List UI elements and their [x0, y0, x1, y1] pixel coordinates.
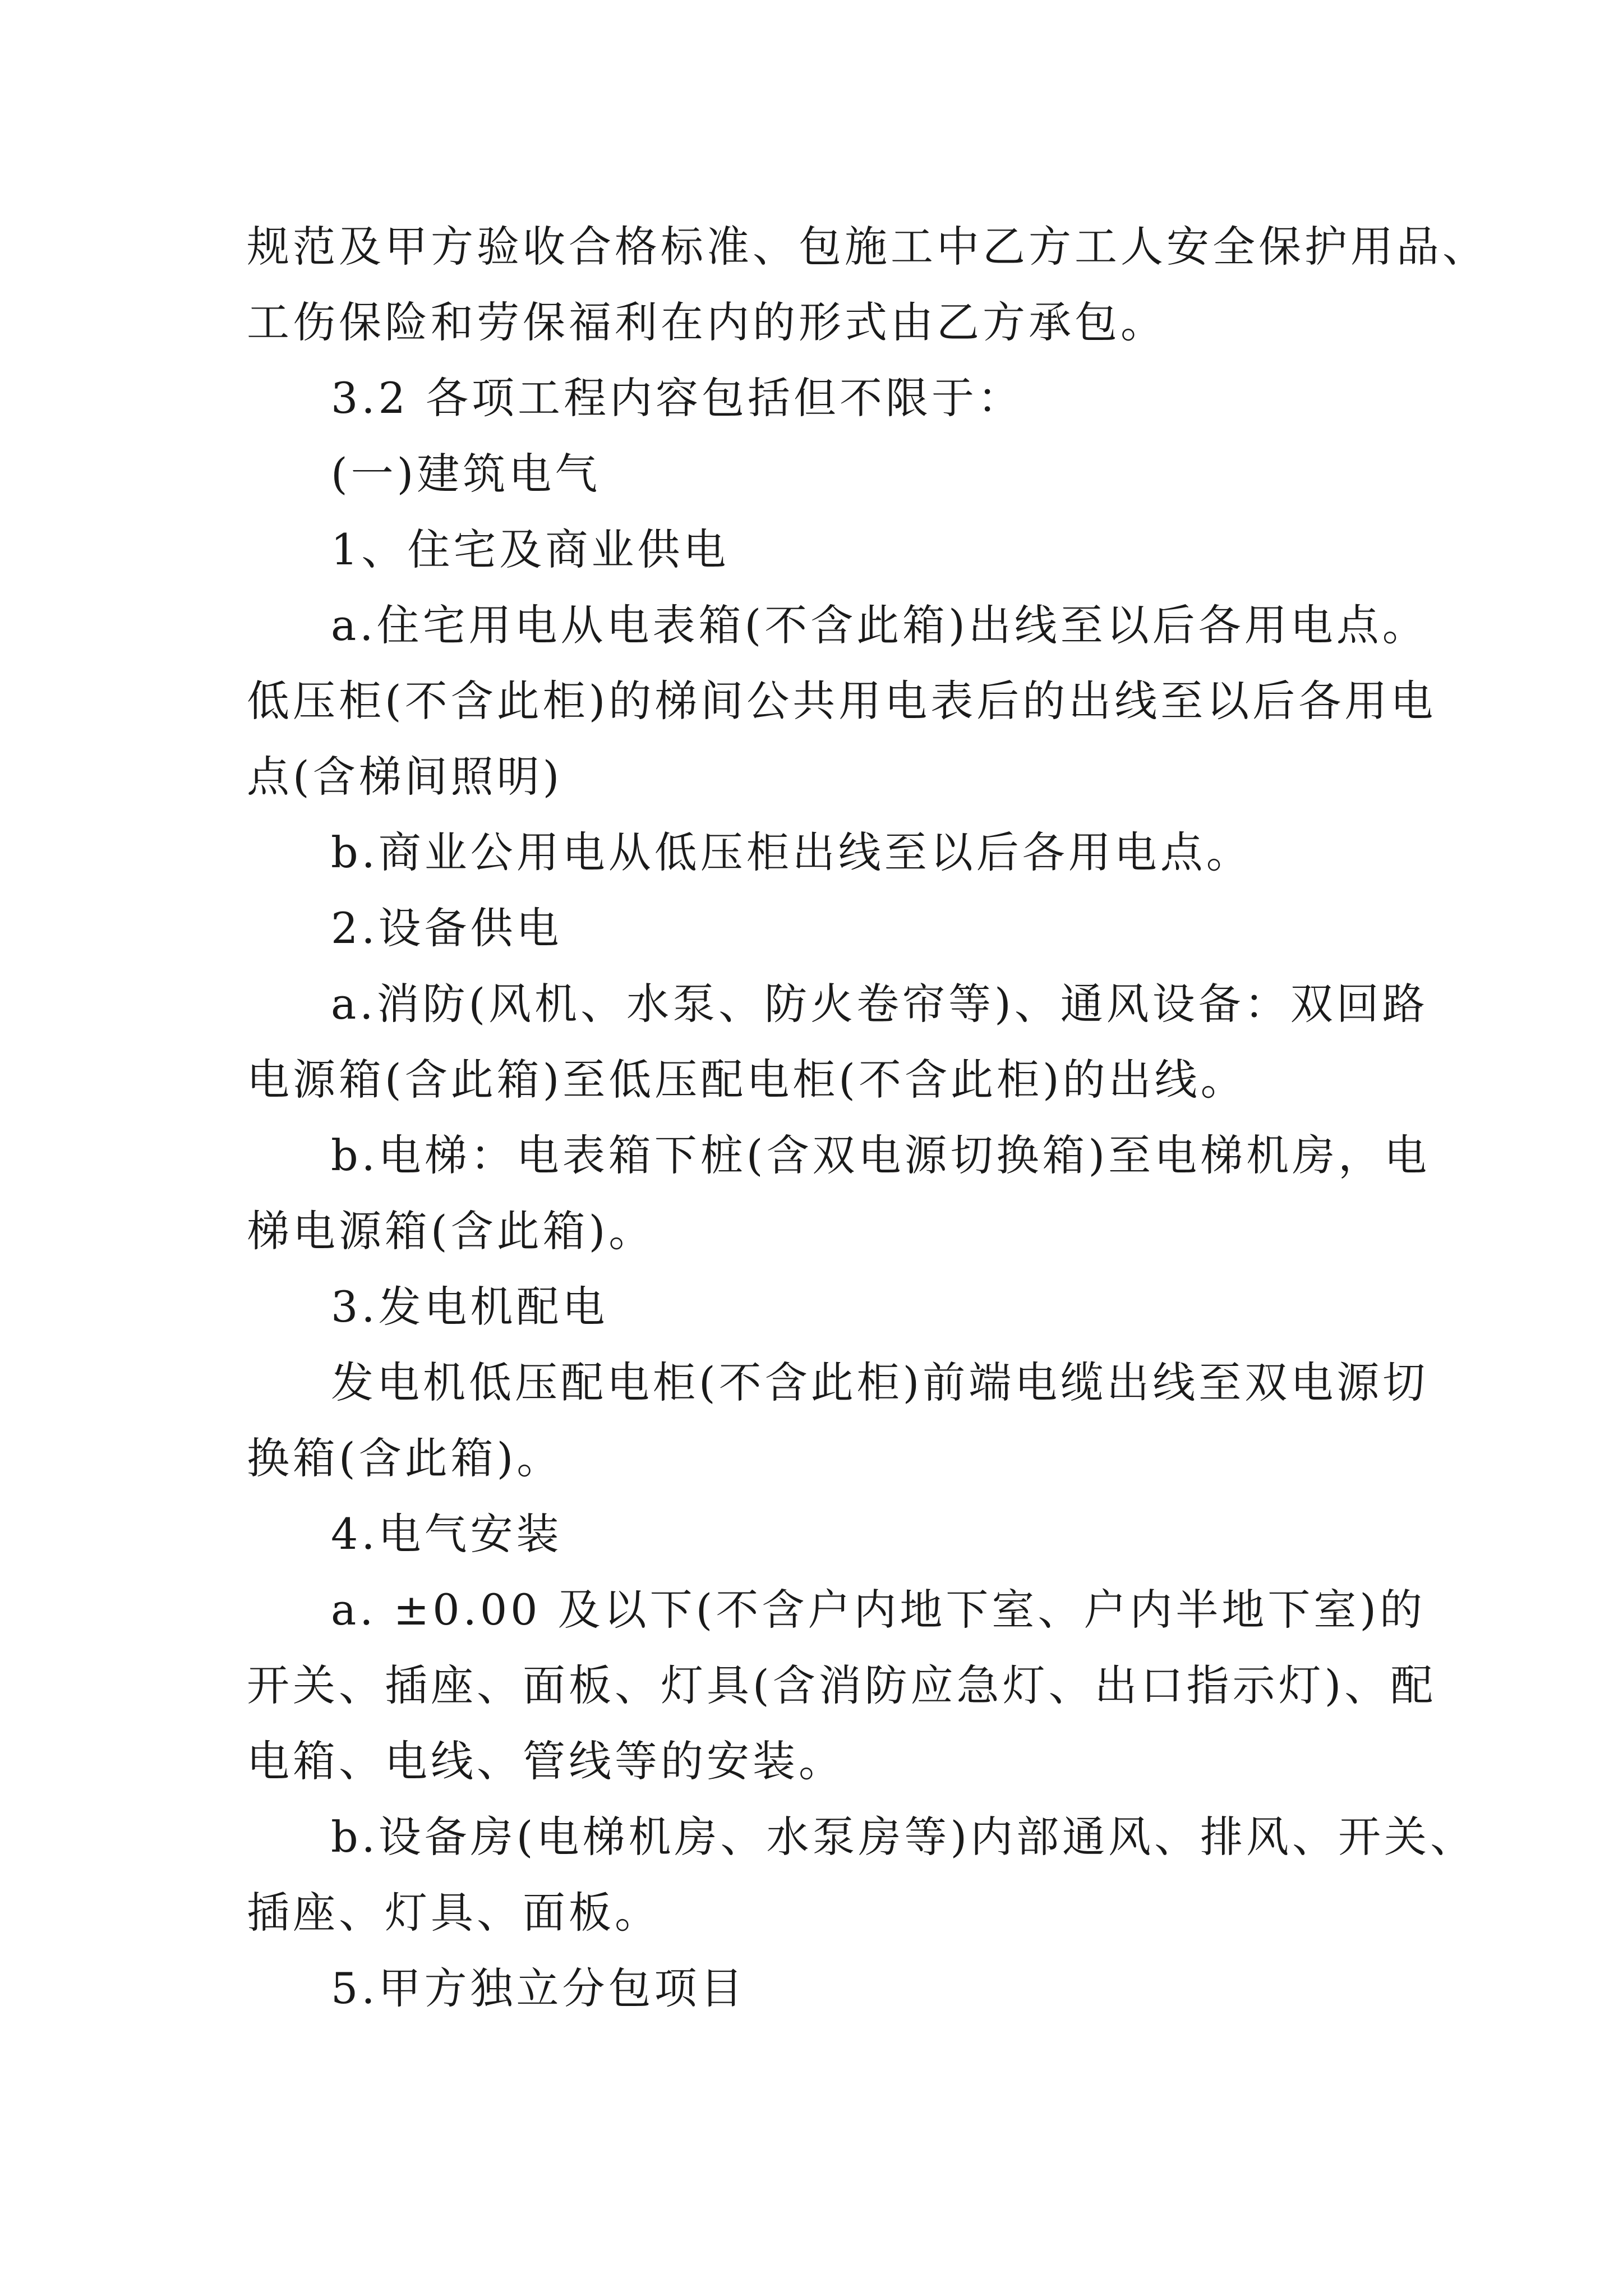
text-line-4b-cont: 插座、灯具、面板。 [247, 1888, 661, 1938]
text-line-2a-cont: 电源箱(含此箱)至低压配电柜(不含此柜)的出线。 [247, 1055, 1247, 1105]
text-line-1a-cont1: 低压柜(不含此柜)的梯间公共用电表后的出线至以后各用电 [247, 676, 1437, 726]
item-heading-1: 1、住宅及商业供电 [331, 524, 730, 574]
item-heading-2: 2.设备供电 [331, 903, 562, 953]
text-line-1a: a.住宅用电从电表箱(不含此箱)出线至以后各用电点。 [331, 600, 1428, 650]
text-line-1: 规范及甲方验收合格标准、包施工中乙方工人安全保护用品、 [247, 222, 1488, 272]
text-line-4b: b.设备房(电梯机房、水泵房等)内部通风、排风、开关、 [331, 1812, 1477, 1862]
item-heading-3: 3.发电机配电 [331, 1282, 608, 1332]
section-heading-3-2: 3.2 各项工程内容包括但不限于： [331, 373, 1024, 423]
subsection-heading-building-electrical: (一)建筑电气 [331, 449, 601, 499]
item-heading-5: 5.甲方独立分包项目 [331, 1963, 746, 2013]
text-line-4a-cont2: 电箱、电线、管线等的安装。 [247, 1736, 845, 1786]
text-line-1a-cont2: 点(含梯间照明) [247, 752, 563, 802]
text-line-2b-cont: 梯电源箱(含此箱)。 [247, 1206, 655, 1256]
text-line-2a: a.消防(风机、水泵、防火卷帘等)、通风设备：双回路 [331, 979, 1428, 1029]
text-line-2b: b.电梯：电表箱下桩(含双电源切换箱)至电梯机房，电 [331, 1130, 1431, 1180]
text-line-1b: b.商业公用电从低压柜出线至以后各用电点。 [331, 827, 1252, 877]
text-line-2: 工伤保险和劳保福利在内的形式由乙方承包。 [247, 297, 1166, 347]
text-line-4a: a. ±0.00 及以下(不含户内地下室、户内半地下室)的 [331, 1585, 1426, 1635]
item-heading-4: 4.电气安装 [331, 1509, 562, 1559]
text-line-4a-cont1: 开关、插座、面板、灯具(含消防应急灯、出口指示灯)、配 [247, 1660, 1437, 1710]
text-line-3: 发电机低压配电柜(不含此柜)前端电缆出线至双电源切 [331, 1358, 1429, 1407]
text-line-3-cont: 换箱(含此箱)。 [247, 1433, 563, 1483]
